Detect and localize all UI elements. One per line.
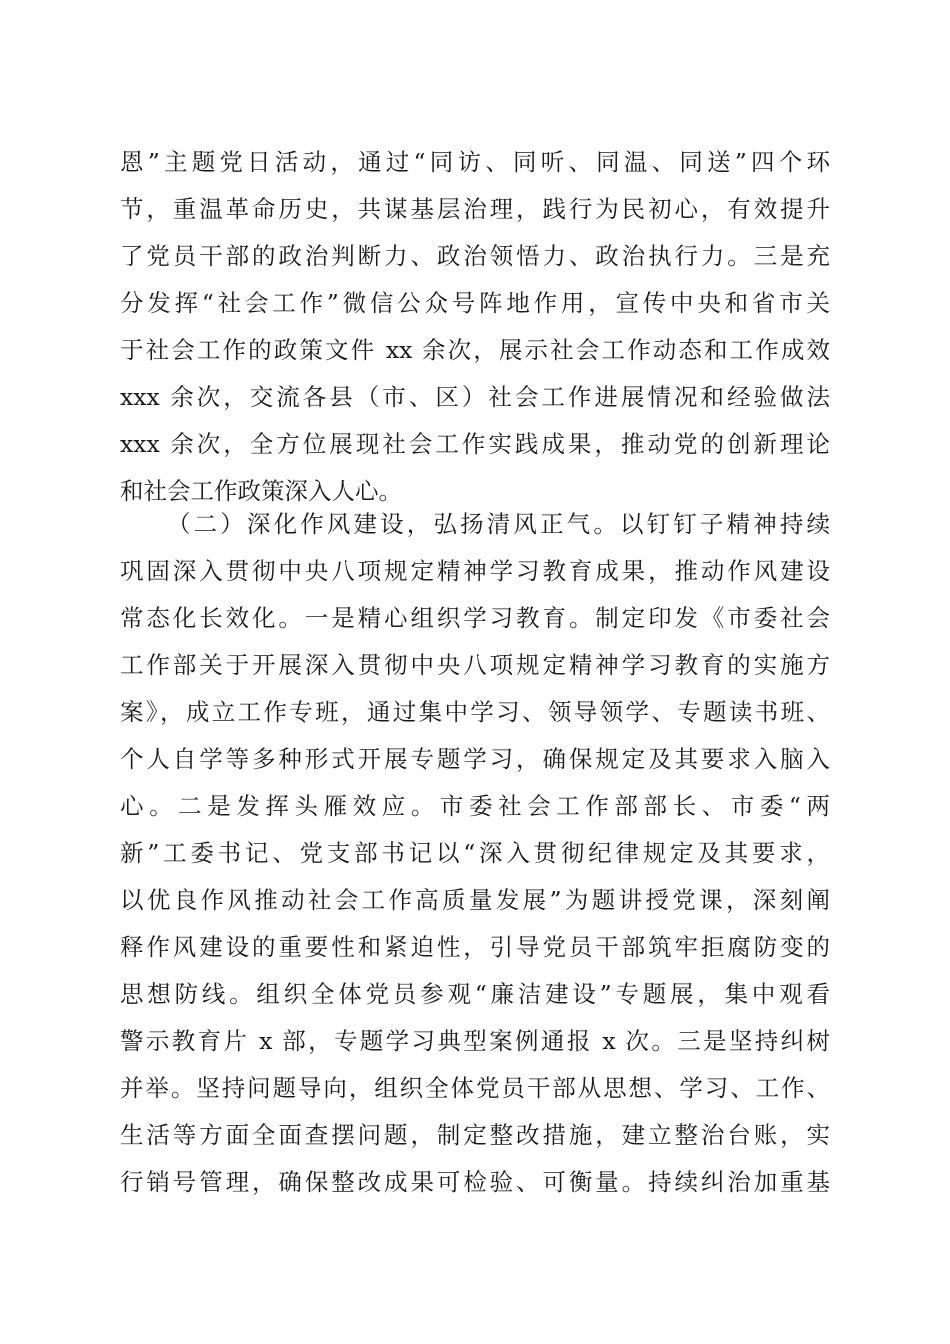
- text-line-19: 思想防线。组织全体党员参观“廉洁建设”专题展，集中观看: [120, 980, 830, 1008]
- text-line-11: 常态化长效化。一是精心组织学习教育。制定印发《市委社会: [120, 604, 830, 632]
- text-line-18: 释作风建设的重要性和紧迫性，引导党员干部筑牢拒腐防变的: [120, 933, 830, 961]
- text-line-10: 巩固深入贯彻中央八项规定精神学习教育成果，推动作风建设: [120, 557, 830, 585]
- text-line-14: 个人自学等多种形式开展专题学习，确保规定及其要求入脑入: [120, 745, 830, 773]
- text-line-2: 节，重温革命历史，共谋基层治理，践行为民初心，有效提升: [120, 195, 830, 223]
- text-line-15: 心。二是发挥头雁效应。市委社会工作部部长、市委“两: [120, 792, 830, 820]
- text-line-5: 于社会工作的政策文件 xx 余次，展示社会工作动态和工作成效: [120, 336, 830, 364]
- text-line-3: 了党员干部的政治判断力、政治领悟力、政治执行力。三是充: [120, 242, 830, 270]
- text-line-20: 警示教育片 x 部，专题学习典型案例通报 x 次。三是坚持纠树: [120, 1027, 830, 1055]
- text-line-13: 案》，成立工作专班，通过集中学习、领导领学、专题读书班、: [120, 698, 830, 726]
- text-line-8: 和社会工作政策深入人心。: [120, 477, 402, 505]
- text-line-6: xxx 余次，交流各县（市、区）社会工作进展情况和经验做法: [120, 383, 830, 411]
- text-line-23: 行销号管理，确保整改成果可检验、可衡量。持续纠治加重基: [120, 1168, 830, 1196]
- text-line-12: 工作部关于开展深入贯彻中央八项规定精神学习教育的实施方: [120, 651, 830, 679]
- text-line-1: 恩”主题党日活动，通过“同访、同听、同温、同送”四个环: [120, 148, 830, 176]
- text-line-4: 分发挥“社会工作”微信公众号阵地作用，宣传中央和省市关: [120, 289, 830, 317]
- text-line-7: xxx 余次，全方位展现社会工作实践成果，推动党的创新理论: [120, 430, 830, 458]
- text-line-16: 新”工委书记、党支部书记以“深入贯彻纪律规定及其要求，: [120, 839, 830, 867]
- text-line-17: 以优良作风推动社会工作高质量发展”为题讲授党课，深刻阐: [120, 886, 830, 914]
- text-line-22: 生活等方面全面查摆问题，制定整改措施，建立整治台账，实: [120, 1121, 830, 1149]
- section-heading-line: （二）深化作风建设，弘扬清风正气。以钉钉子精神持续: [167, 510, 830, 538]
- text-line-21: 并举。坚持问题导向，组织全体党员干部从思想、学习、工作、: [120, 1074, 830, 1102]
